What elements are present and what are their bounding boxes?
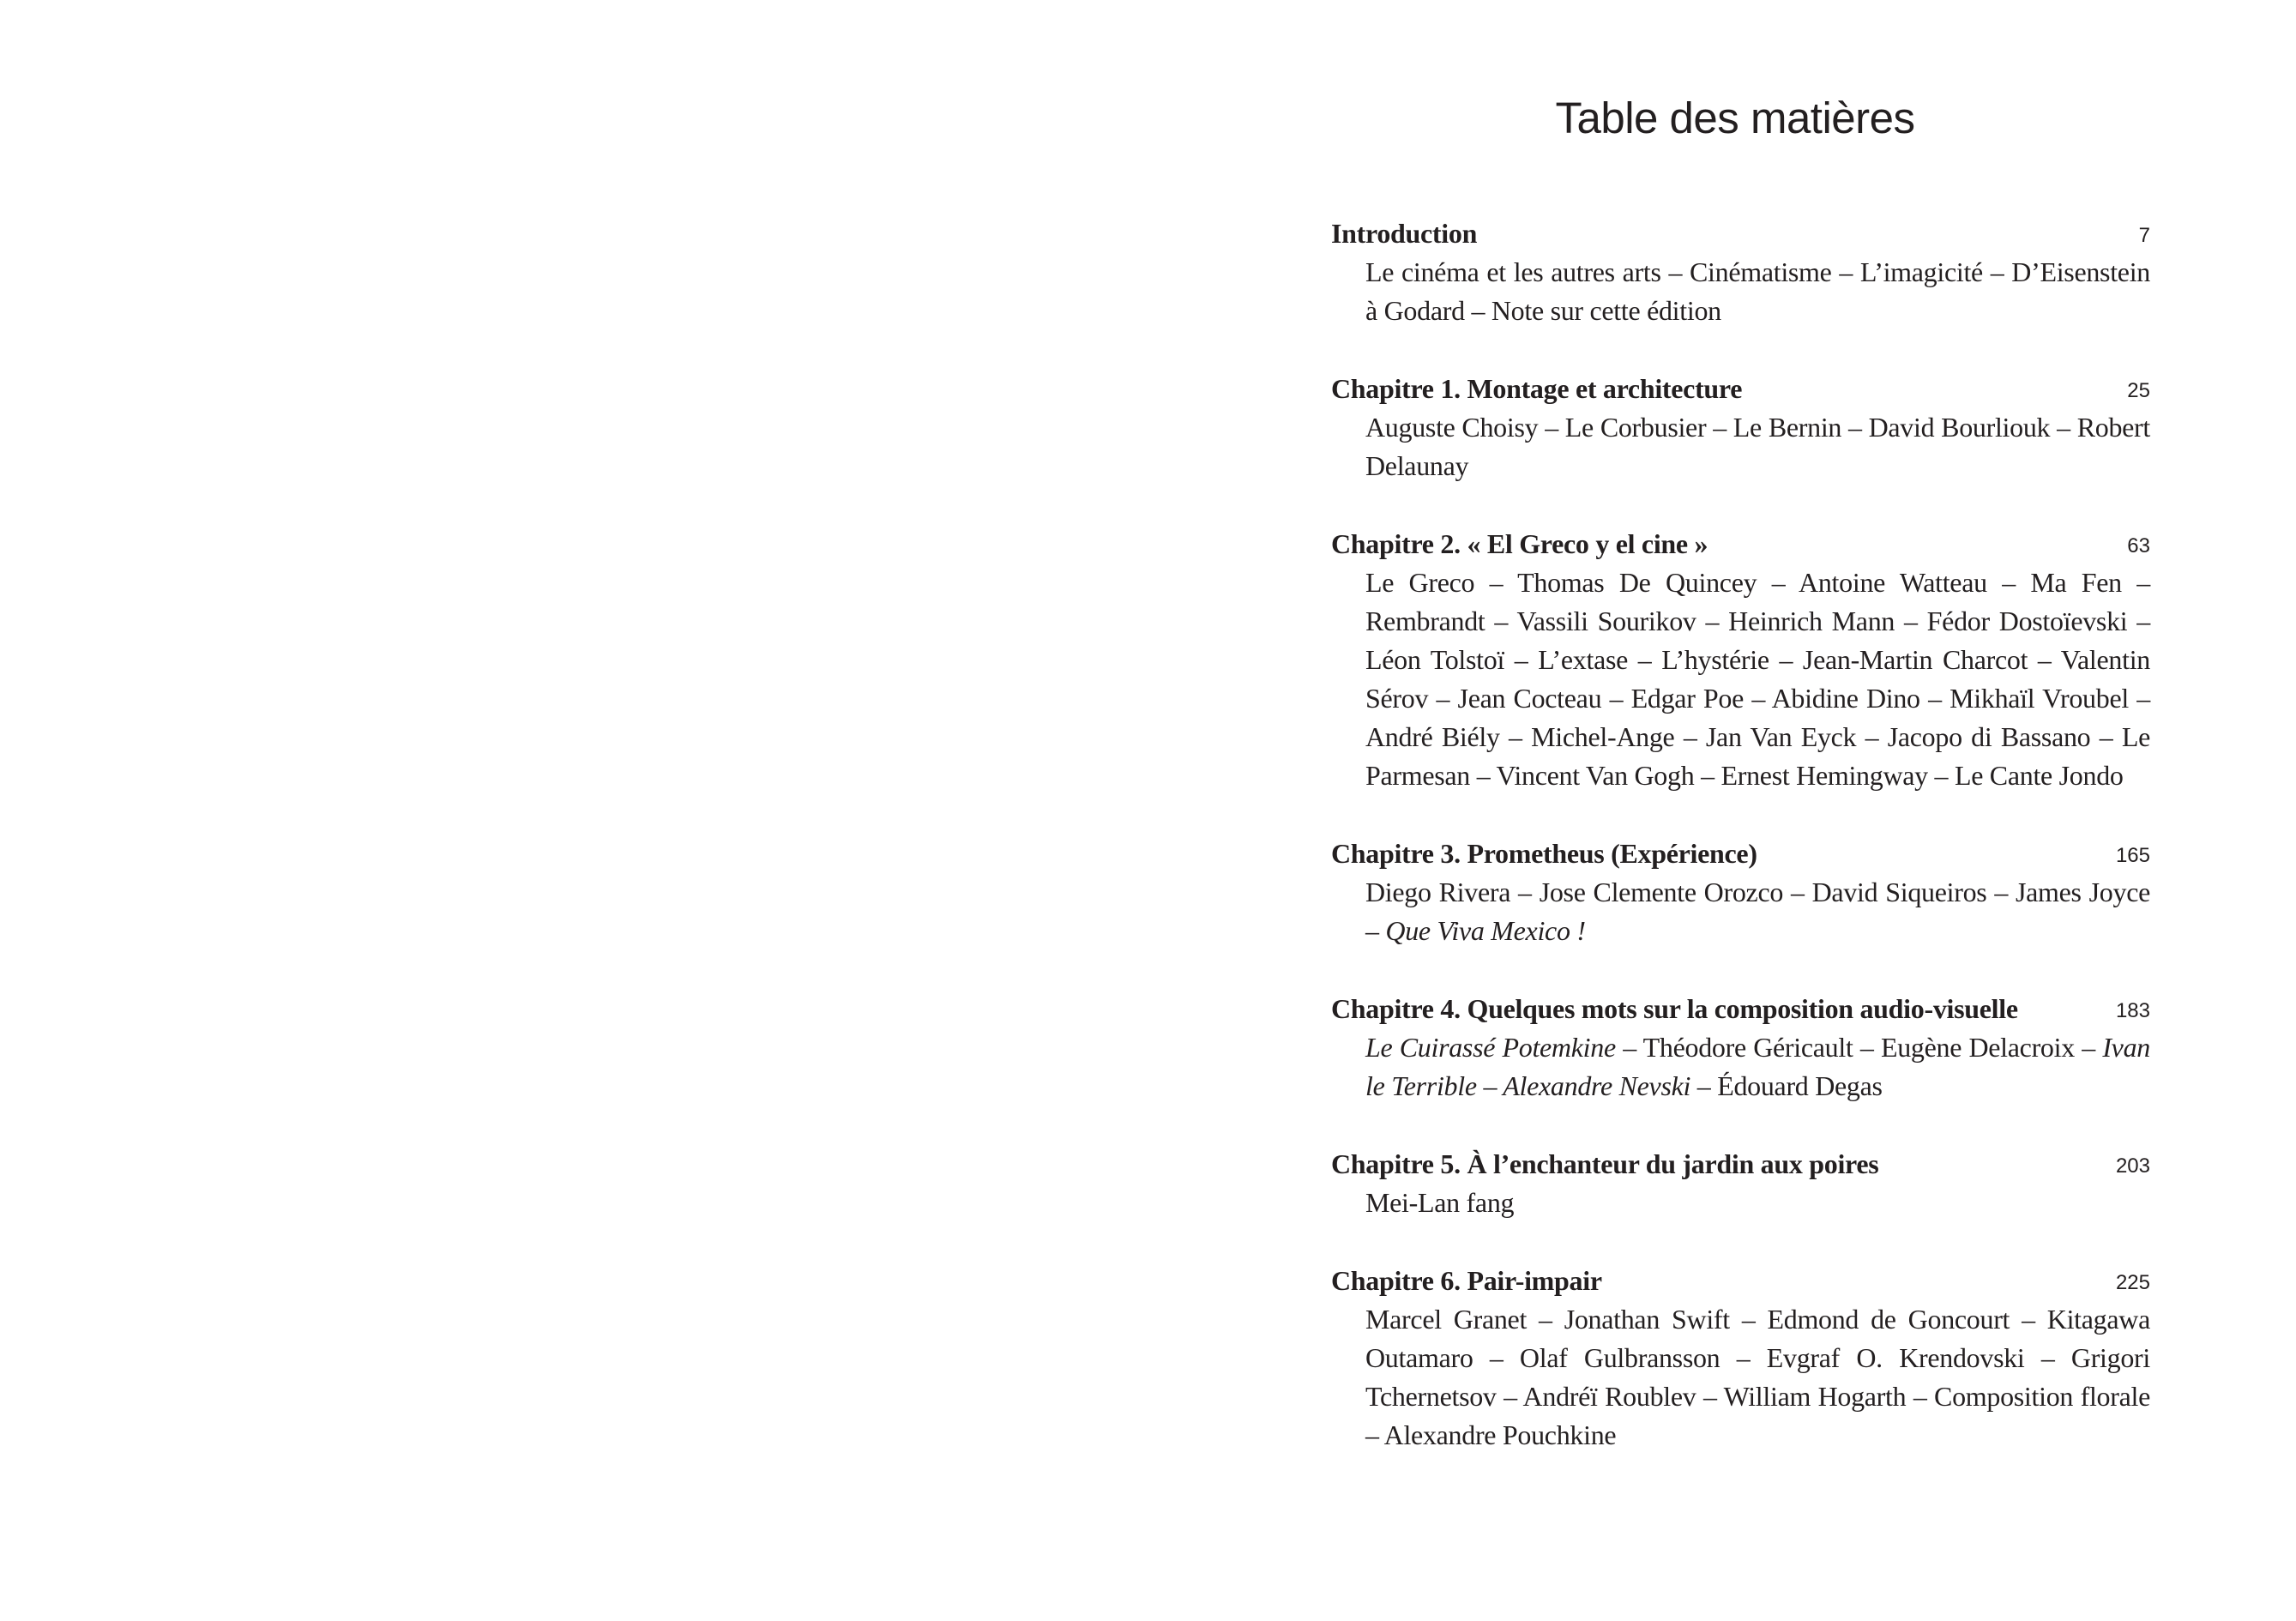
toc-entry-chapter-5[interactable] xyxy=(1331,1145,2150,1222)
entry-page-number: 203 xyxy=(2115,1154,2150,1178)
entry-page-number: 25 xyxy=(2127,379,2150,402)
toc-entry-chapter-4[interactable] xyxy=(1331,990,2150,1106)
toc-entry-chapter-3[interactable] xyxy=(1331,835,2150,950)
entry-description: Marcel Granet – Jonathan Swift – Edmond de Goncourt – Kitagawa Outamaro – Olaf Gulbransson – Evgraf O. Krendovski – Grigori Tchernetsov – Andréï Roublev – William Hogarth – Composition florale – Alexandre Pouchkine xyxy=(1365,1304,2150,1450)
entry-description xyxy=(1365,1028,2150,1106)
entry-description-text: – Théodore Géricault – Eugène Delacroix – xyxy=(1615,1032,2103,1063)
entry-description: Le cinéma et les autres arts – Cinématisme – L’imagicité – D’Eisenstein à Godard – Note sur cette édition xyxy=(1365,256,2150,326)
entry-page-number: 183 xyxy=(2115,999,2150,1022)
film-title: Alexandre Nevski xyxy=(1503,1070,1691,1101)
film-title: Le Cuirassé Potemkine xyxy=(1365,1032,1616,1063)
entry-page-number: 225 xyxy=(2115,1271,2150,1294)
entry-description-text: – Édouard Degas xyxy=(1690,1070,1883,1101)
entry-title: Chapitre 3. Prometheus (Expérience) xyxy=(1331,838,1757,869)
entry-description-text: Diego Rivera – Jose Clemente Orozco – David Siqueiros – James Joyce – xyxy=(1365,877,2150,946)
entry-description: Mei-Lan fang xyxy=(1365,1187,1515,1218)
entry-description: Le Greco – Thomas De Quincey – Antoine Watteau – Ma Fen – Rembrandt – Vassili Sourikov – Heinrich Mann – Fédor Dostoïevski – Léon Tolstoï – L’extase – L’hystérie – Jean-Martin Charcot – Valentin Sérov – Jean Cocteau – Edgar Poe – Abidine Dino – Mikhaïl Vroubel – André Biély – Michel-Ange – Jan Van Eyck – Jacopo di Bassano – Le Parmesan – Vincent Van Gogh – Ernest Hemingway – Le Cante Jondo xyxy=(1365,567,2150,791)
entry-title: Introduction xyxy=(1331,218,1478,249)
toc-entry-introduction[interactable] xyxy=(1331,214,2150,330)
toc-entry-chapter-2[interactable] xyxy=(1331,525,2150,795)
entry-page-number: 63 xyxy=(2127,534,2150,557)
page-title: Table des matières xyxy=(1555,93,1915,142)
entry-title: Chapitre 6. Pair-impair xyxy=(1331,1265,1602,1296)
toc-entry-chapter-1[interactable] xyxy=(1331,370,2150,485)
film-title: Ivan le Terrible xyxy=(1365,1032,2150,1101)
entry-title: Chapitre 2. « El Greco y el cine » xyxy=(1331,528,1708,559)
toc-list xyxy=(1331,214,2150,1494)
entry-description xyxy=(1365,873,2150,950)
entry-page-number: 165 xyxy=(2115,844,2150,867)
entry-title: Chapitre 1. Montage et architecture xyxy=(1331,373,1743,404)
entry-description: Auguste Choisy – Le Corbusier – Le Bernin – David Bourliouk – Robert Delaunay xyxy=(1365,412,2150,481)
toc-entry-chapter-6[interactable] xyxy=(1331,1262,2150,1455)
entry-title: Chapitre 5. À l’enchanteur du jardin aux poires xyxy=(1331,1148,1879,1179)
entry-page-number: 7 xyxy=(2138,224,2150,247)
entry-description-separator: – xyxy=(1476,1070,1504,1101)
film-title: Que Viva Mexico ! xyxy=(1385,915,1586,946)
entry-title: Chapitre 4. Quelques mots sur la composition audio-visuelle xyxy=(1331,993,2018,1024)
